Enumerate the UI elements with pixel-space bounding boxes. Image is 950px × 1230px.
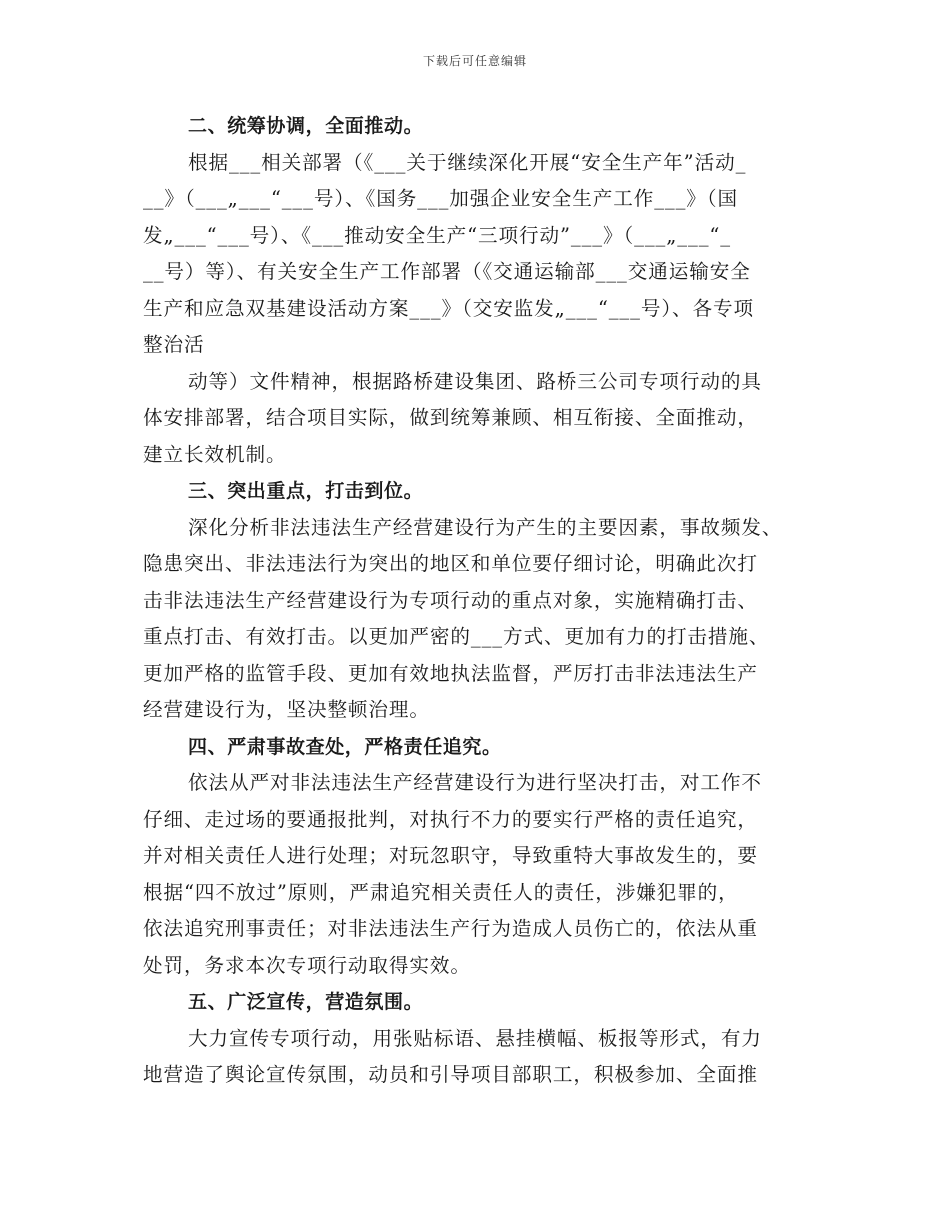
paragraph-line: 体安排部署，结合项目实际，做到统筹兼顾、相互衔接、全面推动， <box>143 406 758 429</box>
paragraph-line: 处罚，务求本次专项行动取得实效。 <box>143 953 471 977</box>
paragraph-line: 大力宣传专项行动，用张贴标语、悬挂横幅、板报等形式，有力 <box>188 1026 762 1050</box>
paragraph-line: __号）等）、有关安全生产工作部署（《交通运输部___交通运输安全 <box>143 260 751 283</box>
paragraph-line: 地营造了舆论宣传氛围，动员和引导项目部职工，积极参加、全面推 <box>143 1063 758 1086</box>
section-heading: 五、广泛宣传，营造氛围。 <box>188 991 424 1013</box>
paragraph-line: 并对相关责任人进行处理；对玩忽职守，导致重特大事故发生的，要 <box>143 844 758 867</box>
section-heading: 四、严肃事故查处，严格责任追究。 <box>188 735 502 758</box>
section-heading: 三、突出重点，打击到位。 <box>188 480 424 502</box>
paragraph-line: 击非法违法生产经营建设行为专项行动的重点对象，实施精确打击、 <box>143 588 758 612</box>
paragraph-line: 深化分析非法违法生产经营建设行为产生的主要因素，事故频发、 <box>188 515 783 539</box>
paragraph-line: 依法追究刑事责任；对非法违法生产行为造成人员伤亡的，依法从重 <box>143 917 758 940</box>
paragraph-line: 更加严格的监管手段、更加有效地执法监督，严厉打击非法违法生产 <box>143 661 758 685</box>
paragraph-line: 动等）文件精神，根据路桥建设集团、路桥三公司专项行动的具 <box>188 369 762 393</box>
paragraph-line: 仔细、走过场的要通报批判，对执行不力的要实行严格的责任追究， <box>143 807 758 831</box>
paragraph-line: 隐患突出、非法违法行为突出的地区和单位要仔细讨论，明确此次打 <box>143 552 758 575</box>
paragraph-line: 根据“四不放过”原则，严肃追究相关责任人的责任，涉嫌犯罪的， <box>143 880 739 904</box>
paragraph-line: 生产和应急双基建设活动方案___》（交安监发„___“___号）、各专项 <box>143 296 754 320</box>
page-header: 下载后可任意编辑 <box>422 54 527 68</box>
paragraph-line: 发„___“___号）、《___推动安全生产“三项行动”___》（___„___“_ <box>143 223 732 247</box>
paragraph-line: 根据___相关部署（《___关于继续深化开展“安全生产年”活动_ <box>188 150 747 174</box>
paragraph-line: 重点打击、有效打击。以更加严密的___方式、更加有力的打击措施、 <box>143 625 770 648</box>
paragraph-line: 依法从严对非法违法生产经营建设行为进行坚决打击，对工作不 <box>188 771 762 794</box>
paragraph-line: __》（___„___“___号）、《国务___加强企业安全生产工作___》（国 <box>143 187 738 210</box>
document-body <box>143 108 823 1094</box>
paragraph-line: 经营建设行为，坚决整顿治理。 <box>143 698 430 721</box>
paragraph-line: 整治活 <box>143 333 205 356</box>
paragraph-line: 建立长效机制。 <box>143 442 287 466</box>
section-heading: 二、统筹协调，全面推动。 <box>188 115 424 137</box>
